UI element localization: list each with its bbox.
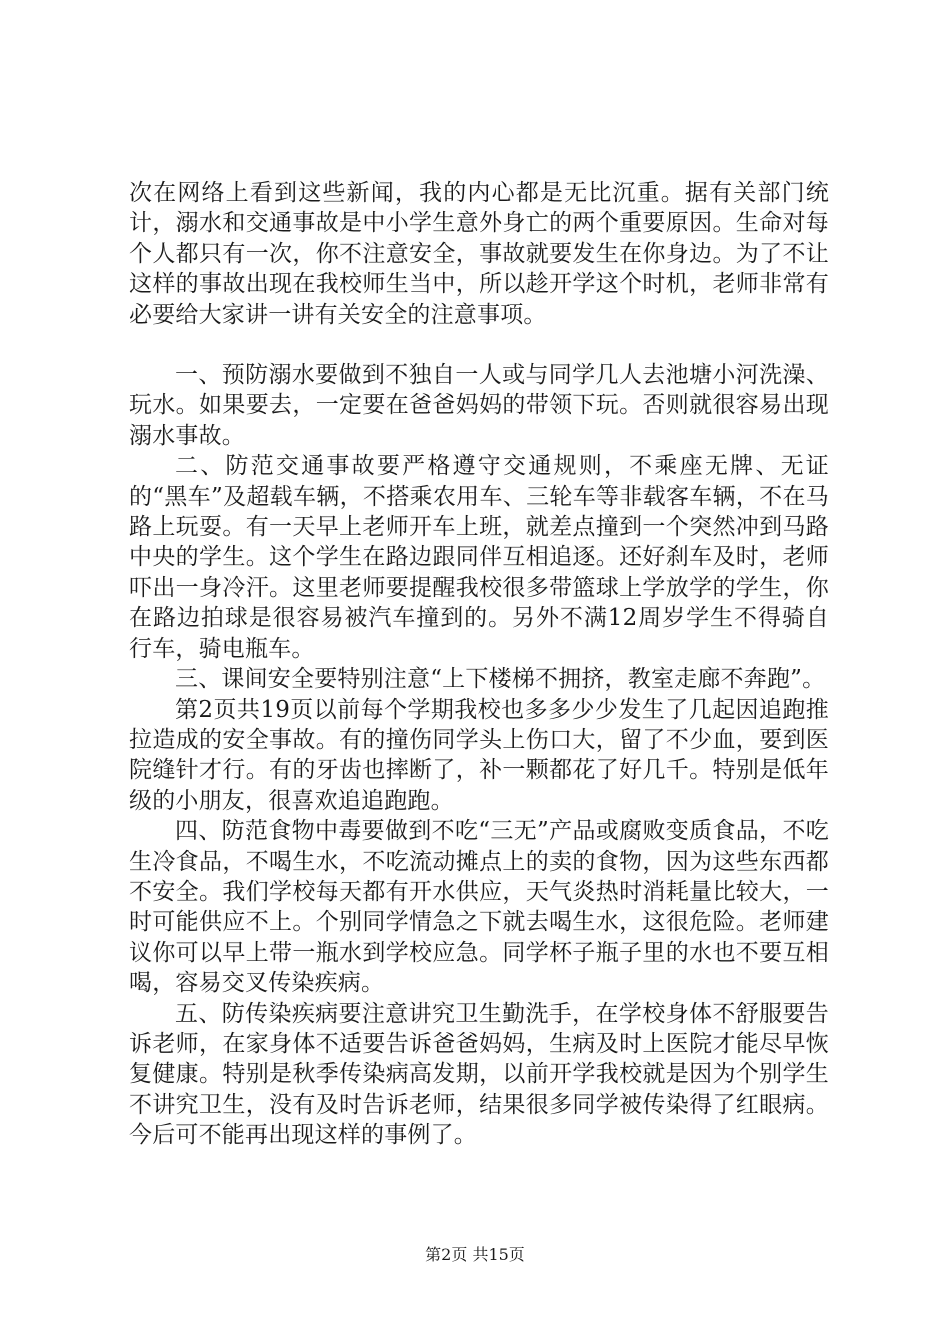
paragraph-drowning: 一、预防溺水要做到不独自一人或与同学几人去池塘小河洗澡、玩水。如果要去，一定要在爸爸妈妈的带领下玩。否则就很容易出现溺水事故。 (129, 362, 829, 449)
paragraph-infectious-disease: 五、防传染疾病要注意讲究卫生勤洗手，在学校身体不舒服要告诉老师，在家身体不适要告诉爸爸妈妈，生病及时上医院才能尽早恢复健康。特别是秋季传染病高发期，以前开学我校就是因为个别学生不讲究卫生，没有及时告诉老师，结果很多同学被传染得了红眼病。今后可不能再出现这样的事例了。 (129, 1000, 829, 1149)
paragraph-traffic: 二、防范交通事故要严格遵守交通规则，不乘座无牌、无证的“黑车”及超载车辆，不搭乘农用车、三轮车等非载客车辆，不在马路上玩耍。有一天早上老师开车上班，就差点撞到一个突然冲到马路中央的学生。这个学生在路边跟同伴互相追逐。还好刹车及时，老师吓出一身冷汗。这里老师要提醒我校很多带篮球上学放学的学生，你在路边拍球是很容易被汽车撞到的。另外不满12周岁学生不得骑自行车，骑电瓶车。 (129, 453, 829, 662)
paragraph-intro: 次在网络上看到这些新闻，我的内心都是无比沉重。据有关部门统计，溺水和交通事故是中小学生意外身亡的两个重要原因。生命对每个人都只有一次，你不注意安全，事故就要发生在你身边。为了不让这样的事故出现在我校师生当中，所以趁开学这个时机，老师非常有必要给大家讲一讲有关安全的注意事项。 (129, 180, 829, 328)
paragraph-accidents: 第2页共19页以前每个学期我校也多多少少发生了几起因追跑推拉造成的安全事故。有的撞伤同学头上伤口大，留了不少血，要到医院缝针才行。有的牙齿也摔断了，补一颗都花了好几千。特别是低年级的小朋友，很喜欢追追跑跑。 (129, 696, 829, 814)
paragraph-food-poisoning: 四、防范食物中毒要做到不吃“三无”产品或腐败变质食品，不吃生冷食品，不喝生水，不吃流动摊点上的卖的食物，因为这些东西都不安全。我们学校每天都有开水供应，天气炎热时消耗量比较大，一时可能供应不上。个别同学情急之下就去喝生水，这很危险。老师建议你可以早上带一瓶水到学校应急。同学杯子瓶子里的水也不要互相喝，容易交叉传染疾病。 (129, 818, 829, 997)
page-footer: 第2页 共15页 (425, 1245, 525, 1264)
paragraph-recess: 三、课间安全要特别注意“上下楼梯不拥挤，教室走廊不奔跑”。 (175, 666, 826, 693)
document-body (129, 178, 829, 1151)
